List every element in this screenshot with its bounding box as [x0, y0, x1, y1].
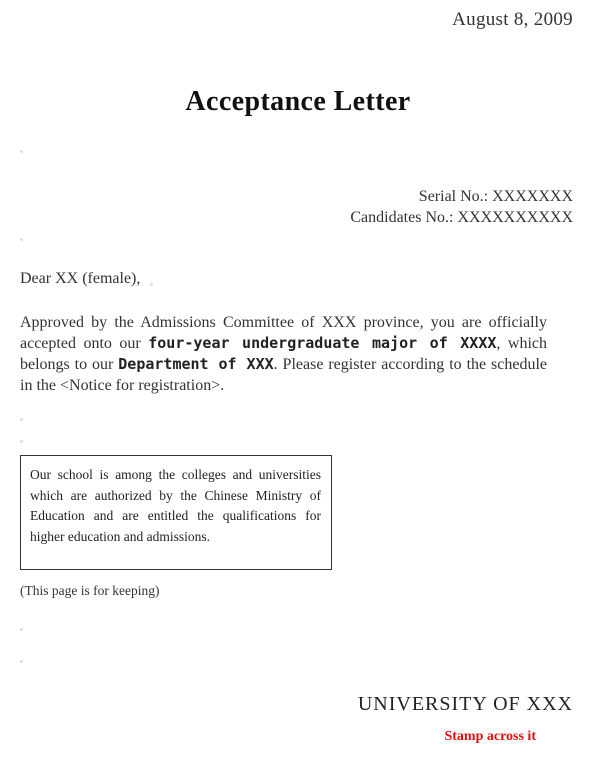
- body-text-part1: Approved by the Admissions Committee of XXX province, you are officially accepted onto our: [20, 314, 547, 352]
- university-name: UNIVERSITY OF XXX: [357, 693, 573, 715]
- keeping-note: (This page is for keeping): [20, 583, 160, 598]
- serial-number: Serial No.: XXXXXXX: [418, 188, 573, 205]
- candidates-number: Candidates No.: XXXXXXXXXX: [350, 209, 573, 226]
- paragraph-mark: [20, 150, 23, 153]
- accreditation-box: [20, 455, 332, 570]
- accreditation-text: Our school is among the colleges and universities which are authorized by the Chinese Ministry of Education and are entitled the qualifications for higher education and admissions.: [30, 467, 321, 544]
- paragraph-mark: [20, 660, 23, 663]
- major-name: four-year undergraduate major of XXXX: [148, 334, 497, 352]
- letter-date: August 8, 2009: [452, 9, 573, 30]
- paragraph-mark: [20, 440, 23, 443]
- paragraph-mark: [20, 628, 23, 631]
- paragraph-mark: [20, 418, 23, 421]
- stamp-note: Stamp across it: [444, 729, 536, 744]
- body-text-part3: . Please register according to the schedule in the <Notice for registration>.: [20, 356, 548, 394]
- greeting: Dear XX (female),: [20, 270, 141, 287]
- acceptance-paragraph: [20, 312, 547, 396]
- department-name: Department of XXX: [118, 355, 274, 373]
- letter-title: Acceptance Letter: [185, 86, 411, 117]
- paragraph-mark: [150, 283, 153, 286]
- paragraph-mark: [20, 238, 23, 241]
- serial-block: [350, 186, 573, 228]
- body-text-part2: , which belongs to our: [20, 335, 547, 373]
